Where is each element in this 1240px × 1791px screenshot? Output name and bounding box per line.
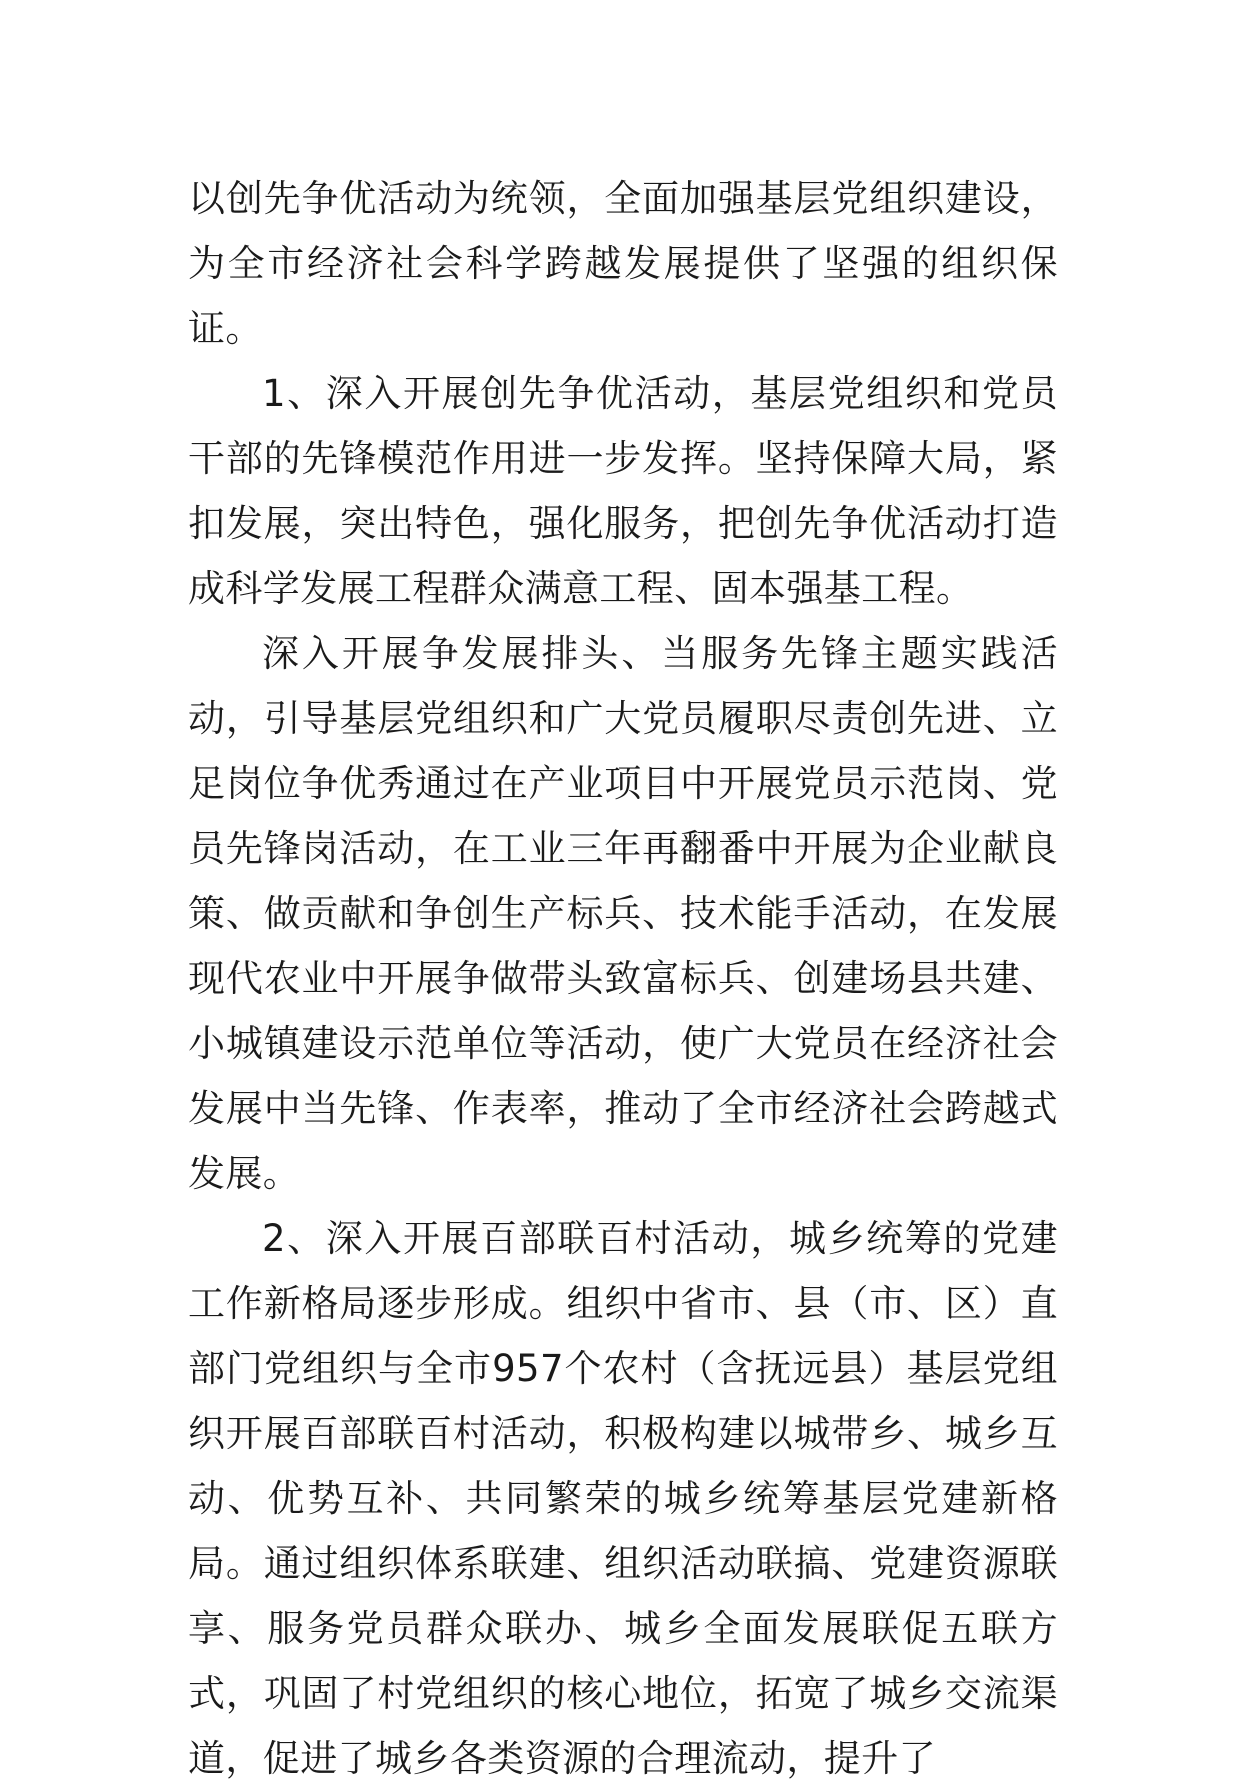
paragraph-section-1: 1、深入开展创先争优活动，基层党组织和党员干部的先锋模范作用进一步发挥。坚持保障大局，紧扣发展，突出特色，强化服务，把创先争优活动打造成科学发展工程群众满意工程、固本强基工程。 [188, 372, 1058, 610]
paragraph-section-2: 2、深入开展百部联百村活动，城乡统筹的党建工作新格局逐步形成。组织中省市、县（市、区）直部门党组织与全市957个农村（含抚远县）基层党组织开展百部联百村活动，积极构建以城带乡、城乡互动、优势互补、共同繁荣的城乡统筹基层党建新格局。通过组织体系联建、组织活动联搞、党建资源联享、服务党员群众联办、城乡全面发展联促五联方式，巩固了村党组织的核心地位，拓宽了城乡交流渠道，促进了城乡各类资源的合理流动，提升了 [188, 1217, 1058, 1780]
paragraph-activities: 深入开展争发展排头、当服务先锋主题实践活动，引导基层党组织和广大党员履职尽责创先进、立足岗位争优秀通过在产业项目中开展党员示范岗、党员先锋岗活动，在工业三年再翻番中开展为企业献良策、做贡献和争创生产标兵、技术能手活动，在发展现代农业中开展争做带头致富标兵、创建场县共建、小城镇建设示范单位等活动，使广大党员在经济社会发展中当先锋、作表率，推动了全市经济社会跨越式发展。 [188, 632, 1058, 1195]
document-body [188, 166, 1058, 1791]
paragraph-continuation: 以创先争优活动为统领，全面加强基层党组织建设，为全市经济社会科学跨越发展提供了坚强的组织保证。 [188, 177, 1058, 350]
